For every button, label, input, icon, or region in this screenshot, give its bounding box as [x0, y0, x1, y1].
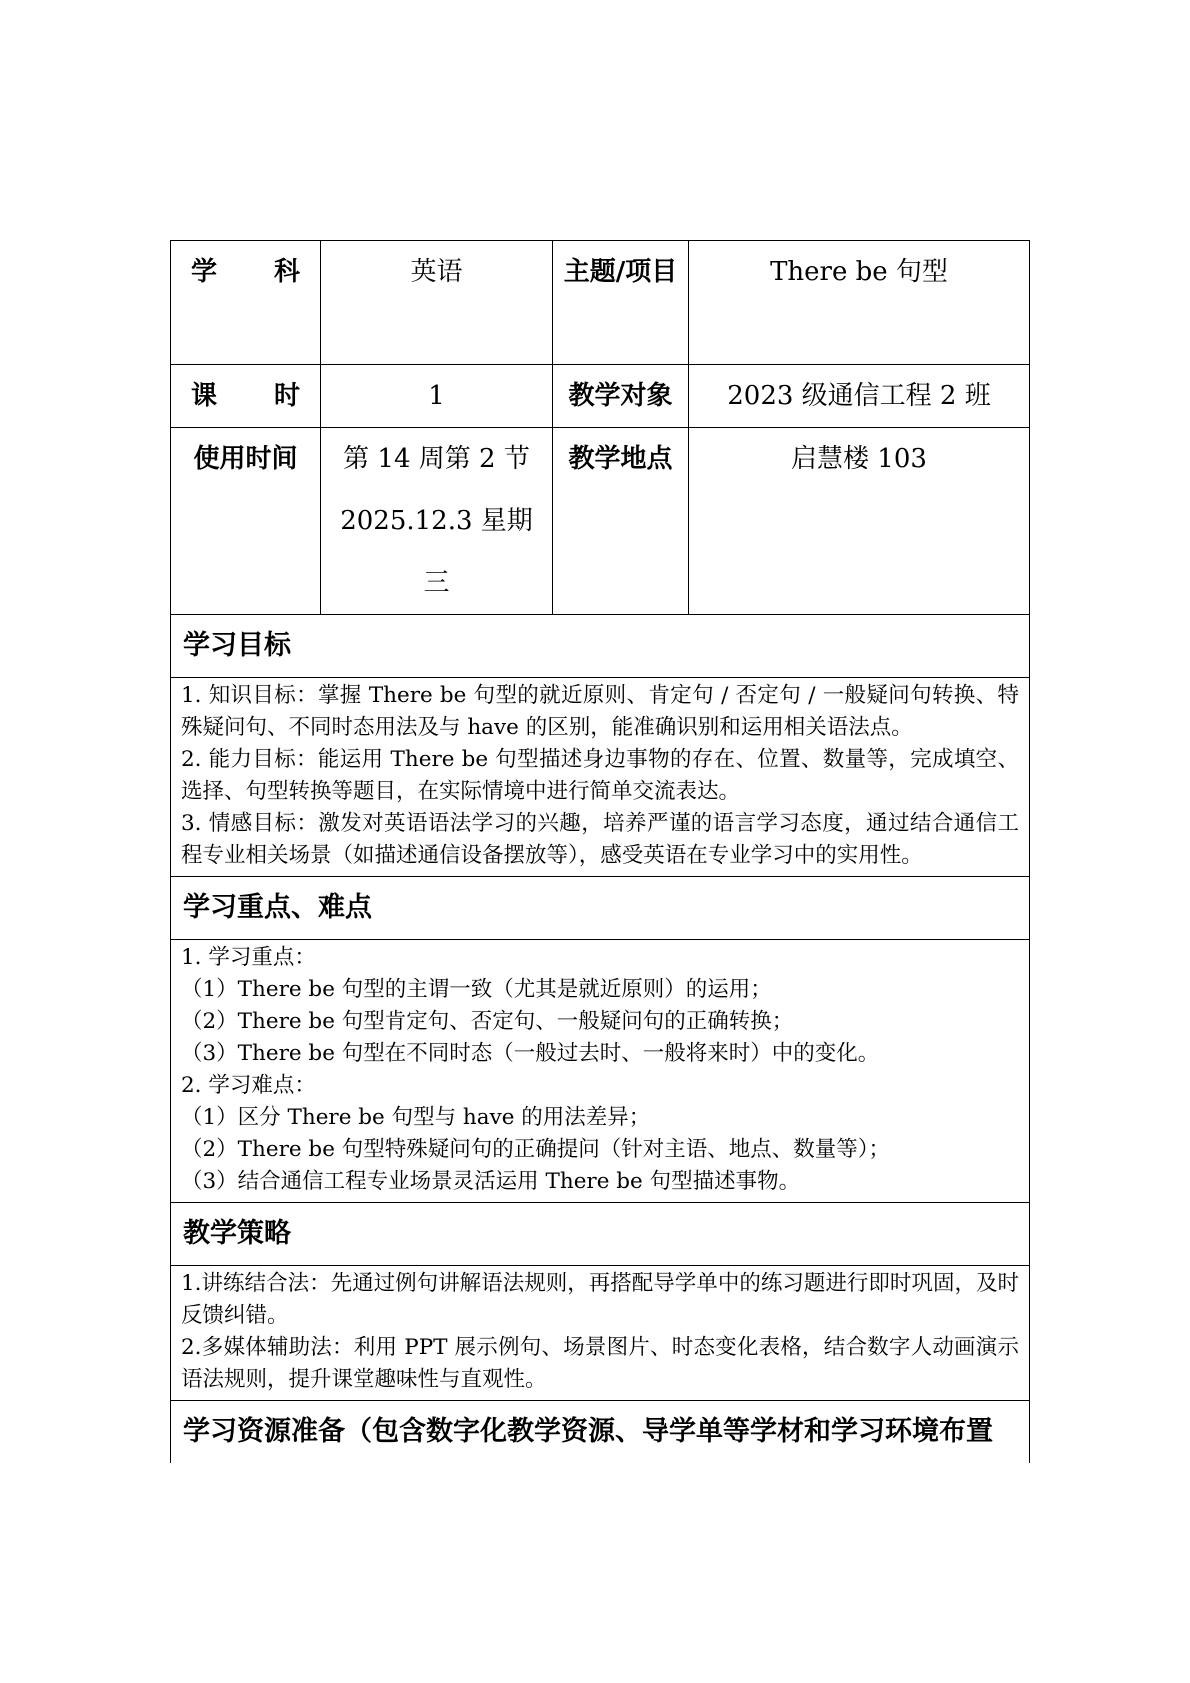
objectives-title: 学习目标 — [171, 615, 1030, 678]
strategy-line: 2.多媒体辅助法：利用 PPT 展示例句、场景图片、时态变化表格，结合数字人动画演示语法规则，提升课堂趣味性与直观性。 — [181, 1335, 1019, 1392]
keypoints-body — [171, 940, 1030, 1203]
period-value: 1 — [321, 365, 553, 428]
audience-label: 教学对象 — [553, 365, 689, 428]
strategy-title: 教学策略 — [171, 1203, 1030, 1266]
keypoint-line: （2）There be 句型肯定句、否定句、一般疑问句的正确转换； — [181, 1009, 794, 1034]
keypoint-line: （3）There be 句型在不同时态（一般过去时、一般将来时）中的变化。 — [181, 1041, 880, 1066]
row-time — [171, 428, 1030, 615]
row-period — [171, 365, 1030, 428]
keypoint-line: （2）There be 句型特殊疑问句的正确提问（针对主语、地点、数量等）； — [181, 1137, 890, 1162]
period-label: 课 时 — [171, 365, 321, 428]
keypoint-line: （3）结合通信工程专业场景灵活运用 There be 句型描述事物。 — [181, 1169, 801, 1194]
time-label: 使用时间 — [171, 428, 321, 615]
keypoint-line: 1. 学习重点： — [181, 945, 316, 970]
resources-title: 学习资源准备（包含数字化教学资源、导学单等学材和学习环境布置 — [171, 1401, 1030, 1464]
row-strategy-title — [171, 1203, 1030, 1266]
objective-line: 3. 情感目标：激发对英语语法学习的兴趣，培养严谨的语言学习态度，通过结合通信工程专业相关场景（如描述通信设备摆放等），感受英语在专业学习中的实用性。 — [181, 811, 1019, 868]
topic-label: 主题/项目 — [553, 241, 689, 365]
audience-value: 2023 级通信工程 2 班 — [689, 365, 1030, 428]
subject-label: 学 科 — [171, 241, 321, 365]
row-subject — [171, 241, 1030, 365]
row-resources-title — [171, 1401, 1030, 1464]
topic-value: There be 句型 — [689, 241, 1030, 365]
row-keypoints-title — [171, 877, 1030, 940]
objective-line: 1. 知识目标：掌握 There be 句型的就近原则、肯定句 / 否定句 / 一般疑问句转换、特殊疑问句、不同时态用法及与 have 的区别，能准确识别和运用相关语法点。 — [181, 683, 1019, 740]
strategy-body — [171, 1266, 1030, 1401]
row-strategy-body — [171, 1266, 1030, 1401]
row-keypoints-body — [171, 940, 1030, 1203]
location-label: 教学地点 — [553, 428, 689, 615]
lesson-plan-table — [170, 240, 1030, 1463]
keypoint-line: 2. 学习难点： — [181, 1073, 316, 1098]
keypoint-line: （1）区分 There be 句型与 have 的用法差异； — [181, 1105, 651, 1130]
objective-line: 2. 能力目标：能运用 There be 句型描述身边事物的存在、位置、数量等，完成填空、选择、句型转换等题目，在实际情境中进行简单交流表达。 — [181, 747, 1019, 804]
subject-value: 英语 — [321, 241, 553, 365]
row-objectives-body — [171, 678, 1030, 877]
keypoint-line: （1）There be 句型的主谓一致（尤其是就近原则）的运用； — [181, 977, 772, 1002]
time-value: 第 14 周第 2 节 2025.12.3 星期三 — [321, 428, 553, 615]
strategy-line: 1.讲练结合法：先通过例句讲解语法规则，再搭配导学单中的练习题进行即时巩固，及时反馈纠错。 — [181, 1271, 1019, 1328]
objectives-body — [171, 678, 1030, 877]
row-objectives-title — [171, 615, 1030, 678]
keypoints-title: 学习重点、难点 — [171, 877, 1030, 940]
location-value: 启慧楼 103 — [689, 428, 1030, 615]
